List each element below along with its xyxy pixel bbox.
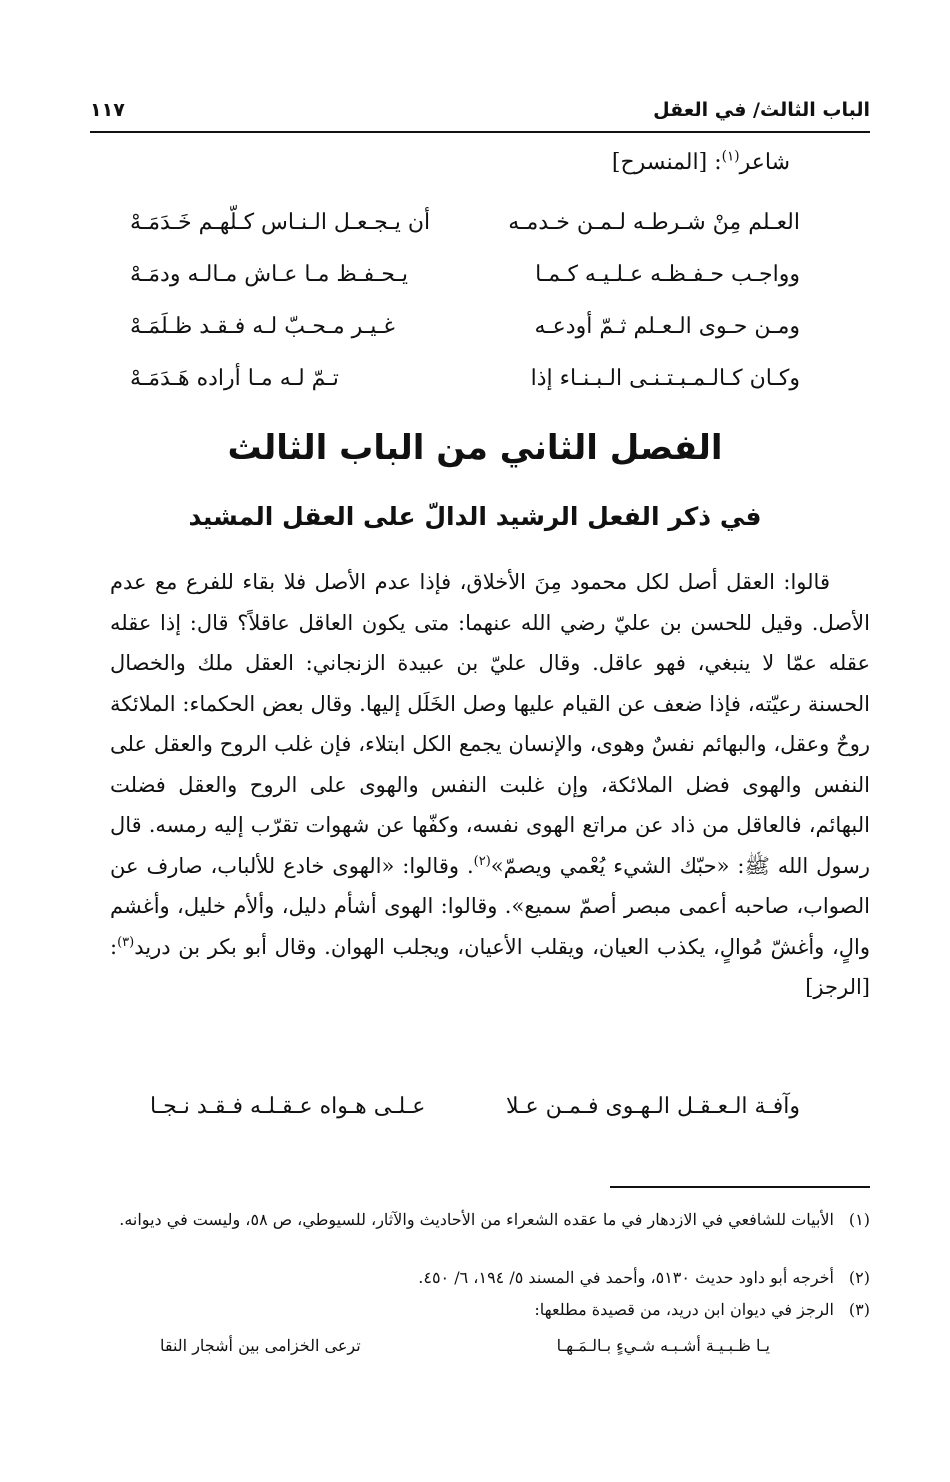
header-rule [90, 131, 870, 133]
verse-first-hemistich: وآفـة الـعـقـل الـهـوى فـمـن عـلا [505, 1093, 800, 1119]
footnote-text: الأبيات للشافعي في الازدهار في ما عقده الشعراء من الأحاديث والآثار، للسيوطي، ص ٥٨، وليست في ديوانه. [119, 1210, 834, 1229]
verse-second-hemistich: غـيـر مـحـبّ لـه فـقـد ظـلَمَـهْ [130, 313, 395, 339]
footnote-3 [85, 1296, 870, 1324]
poet-label: شاعر [739, 150, 790, 175]
footnote-ref-1: (١) [721, 148, 740, 165]
footnote-text: أخرجه أبو داود حديث ٥١٣٠، وأحمد في المسند ٥/ ١٩٤، ٦/ ٤٥٠. [418, 1268, 834, 1287]
verse-line-final [150, 1084, 800, 1128]
poet-attribution [612, 150, 790, 175]
verse-first-hemistich: وواجـب حـفـظـه عـلـيـه كـمـا [535, 261, 800, 287]
section-title: الفصل الثاني من الباب الثالث [227, 428, 723, 468]
verse-line-1 [130, 200, 800, 244]
footnote-2 [85, 1264, 870, 1292]
verse-second-hemistich: أن يـجـعـل الـنـاس كـلّهـم خَـدَمَـهْ [130, 209, 431, 235]
verse-second-hemistich: تـمّ لـه مـا أراده هَـدَمَـهْ [130, 365, 339, 391]
verse-line-4 [130, 356, 800, 400]
footnote-number: (١) [848, 1210, 870, 1229]
footnote-ref-2: (٢) [473, 853, 491, 869]
body-text-part-3: : [الرجز] [110, 934, 870, 999]
footnote-separator [610, 1186, 870, 1188]
verse-second-hemistich: يـحـفـظ مـا عـاش مـالـه ودمَـهْ [130, 261, 409, 287]
footnote-1 [85, 1206, 870, 1234]
verse-second-hemistich: ترعى الخزامى بين أشجار النقا [160, 1335, 361, 1355]
verse-second-hemistich: عـلـى هـواه عـقـلـه فـقـد نـجـا [150, 1093, 426, 1119]
verse-first-hemistich: ومـن حـوى الـعـلم ثـمّ أودعـه [534, 313, 800, 339]
verse-first-hemistich: يـا ظـبـيـة أشـبـه شـيءٍ بـالـمَـهـا [556, 1335, 770, 1355]
section-subtitle: في ذكر الفعل الرشيد الدالّ على العقل المشيد [188, 502, 762, 531]
verse-first-hemistich: العـلم مِنْ شـرطـه لـمـن خـدمـه [508, 209, 800, 235]
running-header [90, 92, 870, 128]
footnote-ref-3: (٣) [117, 934, 135, 950]
footnote-number: (٣) [848, 1300, 870, 1319]
body-text-part-1: قالوا: العقل أصل لكل محمود مِنَ الأخلاق، فإذا عدم الأصل فلا بقاء للفرع مع عدم الأصل. وقيل للحسن بن عليّ رضي الله عنهما: متى يكون العاقل عاقلاً؟ قال: إذا عقله عقله عمّا لا ينبغي، فهو عاقل. وقال عليّ بن عبيدة الزنجاني: العقل ملك والخصال الحسنة رعيّته، فإذا ضعف عن القيام عليها وصل الخَلَل إليها. وقال بعض الحكماء: الملائكة روحٌ وعقل، والبهائم نفسٌ وهوى، والإنسان يجمع الكل ابتلاء، فإن غلب الروح والعقل على النفس والهوى فضل الملائكة، وإن غلبت النفس والهوى على الروح والعقل فضلت البهائم، فالعاقل من ذاد عن مراتع الهوى نفسه، وكفّها عن شهوات تقرّب إليه رمسه. قال رسول الله ﷺ: «حبّك الشيء يُعْمي ويصمّ» [110, 570, 870, 878]
footnote-verse-line [160, 1330, 770, 1360]
footnote-number: (٢) [848, 1268, 870, 1287]
verse-first-hemistich: وكـان كـالـمـبـتـنـى الـبـنـاء إذا [530, 365, 800, 391]
verse-line-2 [130, 252, 800, 296]
page-number: ١١٧ [90, 99, 125, 121]
poem-meter: : [المنسرح] [611, 150, 722, 175]
verse-line-3 [130, 304, 800, 348]
chapter-running-title: الباب الثالث/ في العقل [653, 99, 870, 121]
footnote-text: الرجز في ديوان ابن دريد، من قصيدة مطلعها: [534, 1300, 834, 1319]
body-text-part-2: . وقالوا: «الهوى خادع للألباب، صارف عن الصواب، صاحبه أعمى مبصر أصمّ سميع». وقالوا: الهوى أشأم دليل، وألأم خليل، وأغشم والٍ، وأغشّ مُوالٍ، يكذب العيان، ويقلب الأعيان، ويجلب الهوان. وقال أبو بكر بن دريد [110, 853, 870, 959]
body-paragraph [110, 562, 870, 1008]
